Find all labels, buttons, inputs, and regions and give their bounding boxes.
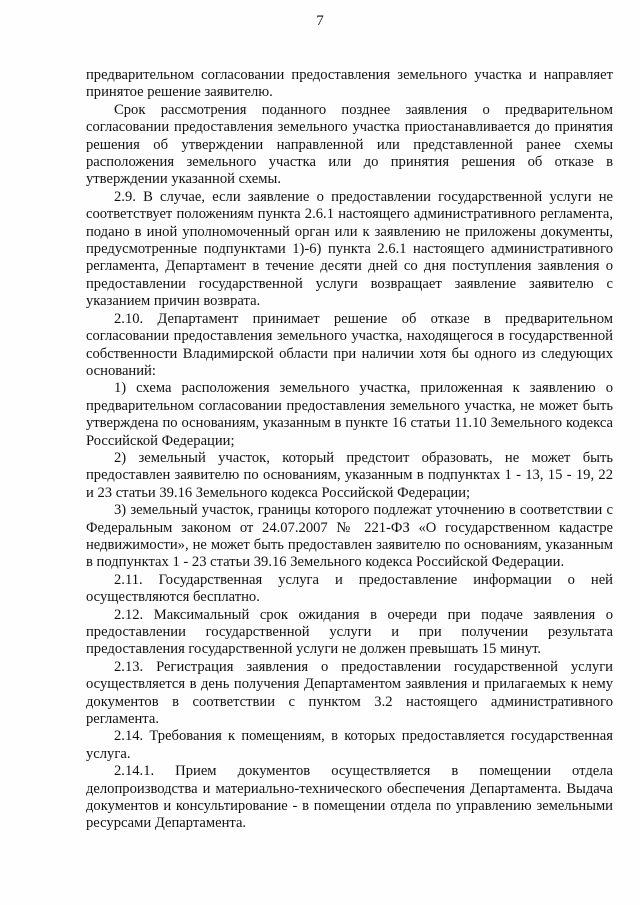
paragraph-continuation: предварительном согласовании предоставления земельного участка и направляет принятое решение заявителю. — [86, 67, 613, 101]
paragraph-2-14-1: 2.14.1. Прием документов осуществляется в помещении отдела делопроизводства и материально-технического обеспечения Департамента. Выдача документов и консультирование - в помещении отдела по управлению земельными ресурсами Департамента. — [86, 763, 613, 832]
paragraph-2-10-item-3: 3) земельный участок, границы которого подлежат уточнению в соответствии с Федеральным законом от 24.07.2007 № 221-ФЗ «О государственном кадастре недвижимости», не может быть предоставлен заявителю по основаниям, указанным в подпунктах 1 - 23 статьи 39.16 Земельного кодекса Российской Федерации. — [86, 502, 613, 571]
paragraph-2-11: 2.11. Государственная услуга и предоставление информации о ней осуществляются бесплатно. — [86, 571, 613, 606]
paragraph-2-13: 2.13. Регистрация заявления о предоставлении государственной услуги осуществляется в день получения Департаментом заявления и прилагаемых к нему документов в соответствии с пунктом 3.2 настоящего административного регламента. — [86, 658, 613, 728]
paragraph-2-10: 2.10. Департамент принимает решение об отказе в предварительном согласовании предоставления земельного участка, находящегося в государственной собственности Владимирской области при наличии хотя бы одного из следующих оснований: — [86, 310, 613, 379]
document-body — [86, 67, 613, 833]
page-number: 7 — [316, 13, 324, 29]
paragraph-review-period: Срок рассмотрения поданного позднее заявления о предварительном согласовании предоставления земельного участка приостанавливается до принятия решения об утверждении направленной или представленной ранее схемы расположения земельного участка или до принятия решения об отказе в утверждении указанной схемы. — [86, 101, 613, 188]
paragraph-2-10-item-2: 2) земельный участок, который предстоит образовать, не может быть предоставлен заявителю по основаниям, указанным в подпунктах 1 - 13, 15 - 19, 22 и 23 статьи 39.16 Земельного кодекса Российской Федерации; — [86, 449, 613, 501]
paragraph-2-12: 2.12. Максимальный срок ожидания в очереди при подаче заявления о предоставлении государственной услуги и при получении результата предоставления государственной услуги не должен превышать 15 минут. — [86, 606, 613, 658]
paragraph-2-10-item-1: 1) схема расположения земельного участка, приложенная к заявлению о предварительном согласовании предоставления земельного участка, не может быть утверждена по основаниям, указанным в пункте 16 статьи 11.10 Земельного кодекса Российской Федерации; — [86, 380, 613, 449]
paragraph-2-14: 2.14. Требования к помещениям, в которых предоставляется государственная услуга. — [86, 728, 613, 762]
paragraph-2-9: 2.9. В случае, если заявление о предоставлении государственной услуги не соответствует положениям пункта 2.6.1 настоящего административного регламента, подано в иной уполномоченный орган или к заявлению не приложены документы, предусмотренные подпунктами 1)-6) пункта 2.6.1 настоящего административного регламента, Департамент в течение десяти дней со дня поступления заявления о предоставлении государственной услуги возвращает заявление заявителю с указанием причин возврата. — [86, 188, 613, 310]
